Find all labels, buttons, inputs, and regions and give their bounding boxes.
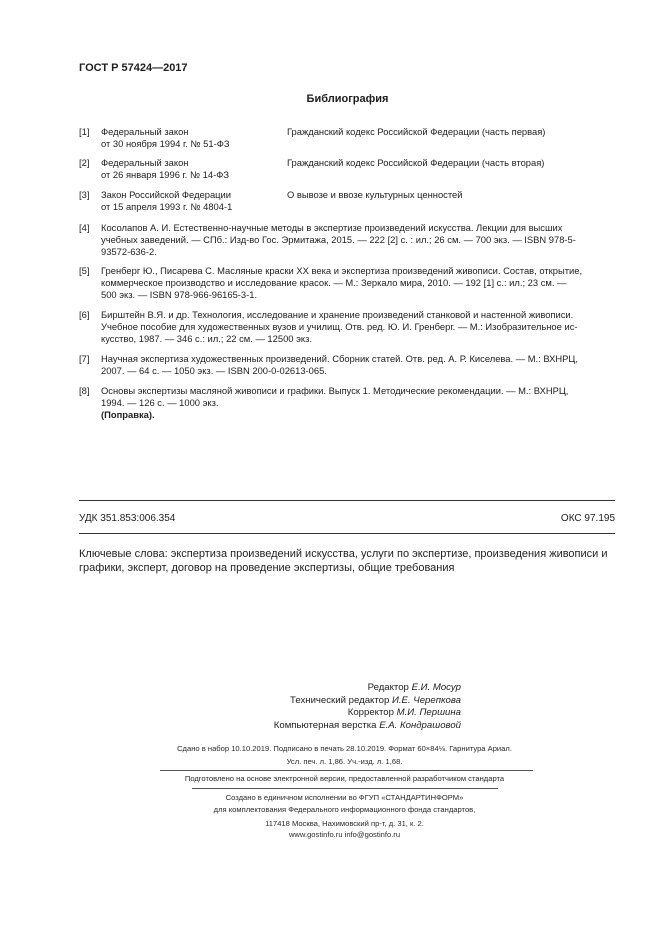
law-title: Гражданский кодекс Российской Федерации (часть первая) — [287, 126, 546, 137]
ref-number: [6] — [79, 309, 90, 320]
imprint-line: Создано в единичном исполнении во ФГУП «СТАНДАРТИНФОРМ» — [225, 793, 464, 802]
law-date: от 15 апреля 1993 г. № 4804-1 — [101, 201, 233, 212]
imprint-line: для комплектования Федерального информационного фонда стандартов, — [213, 805, 476, 814]
work-line: Основы экспертизы масляной живописи и графики. Выпуск 1. Методические рекомендации. — М.: ВХНРЦ, — [101, 385, 569, 396]
work-line: Учебное пособие для художественных вузов и училищ. Отв. ред. Ю. И. Гренберг. — М.: Изобразительное ис- — [101, 321, 578, 332]
correction-note: (Поправка). — [101, 409, 155, 420]
ref-number: [5] — [79, 265, 90, 276]
ref-number: [8] — [79, 385, 90, 396]
law-type: Федеральный закон — [101, 126, 189, 137]
work-line: Научная экспертиза художественных произведений. Сборник статей. Отв. ред. А. Р. Киселева. — М.: ВХНРЦ, — [101, 353, 578, 364]
divider — [79, 533, 615, 534]
imprint-contacts: www.gostinfo.ru info@gostinfo.ru — [288, 830, 401, 839]
ref-number: [2] — [79, 157, 90, 168]
law-title: Гражданский кодекс Российской Федерации (часть вторая) — [287, 157, 545, 168]
law-type: Закон Российской Федерации — [101, 189, 232, 200]
credit-editor: Редактор Е.И. Мосур — [367, 682, 461, 693]
work-line: 93572-636-2. — [101, 246, 157, 257]
law-date: от 30 ноября 1994 г. № 51-ФЗ — [101, 138, 230, 149]
work-line: Гренберг Ю., Писарева С. Масляные краски XX века и экспертиза произведений живописи. Состав, открытие, — [101, 265, 583, 276]
ref-number: [1] — [79, 126, 90, 137]
imprint-address: 117418 Москва, Нахимовский пр-т, д. 31, к. 2. — [265, 819, 424, 828]
oks-code: ОКС 97.195 — [560, 513, 615, 524]
work-line: Бирштейн В.Я. и др. Технология, исследование и хранение произведений станковой и настенной живописи. — [101, 309, 574, 320]
law-title: О вывозе и ввозе культурных ценностей — [287, 189, 463, 200]
work-line: 500 экз. — ISBN 978-966-96165-3-1. — [101, 289, 258, 300]
divider — [160, 770, 533, 771]
bibliography-title: Библиография — [306, 93, 389, 105]
work-line: учебных заведений. — СПб.: Изд-во Гос. Эрмитажа, 2015. — 222 [2] с. : ил.; 26 см. — 700 экз. — ISBN 978-5- — [101, 234, 576, 245]
ref-number: [3] — [79, 189, 90, 200]
work-line: коммерческое производство и исследование красок. — М.: Зеркало мира, 2010. — 192 [1] с.: ил.; 23 см. — — [101, 277, 567, 288]
work-line: кусство, 1987. — 346 с.: ил.; 22 см. — 12500 экз. — [101, 333, 312, 344]
udk-code: УДК 351.853:006.354 — [79, 513, 176, 524]
ref-number: [4] — [79, 222, 90, 233]
credits-block — [200, 682, 461, 732]
imprint-line: Сдано в набор 10.10.2019. Подписано в печать 28.10.2019. Формат 60×84⅛. Гарнитура Ариал. — [177, 744, 512, 753]
credit-proofreader: Корректор М.И. Першина — [347, 707, 461, 719]
divider — [79, 500, 615, 501]
law-type: Федеральный закон — [101, 157, 189, 168]
keywords: Ключевые слова: экспертиза произведений искусства, услуги по экспертизе, произведения живописи и графики, эксперт, договор на проведение экспертизы, общие требования — [79, 548, 608, 575]
ref-number: [7] — [79, 353, 90, 364]
work-line: 1994. — 126 с. — 1000 экз. — [101, 397, 219, 408]
standard-number: ГОСТ Р 57424—2017 — [79, 62, 188, 74]
law-date: от 26 января 1996 г. № 14-ФЗ — [101, 169, 230, 180]
imprint-line: Усл. печ. л. 1,86. Уч.-изд. л. 1,68. — [286, 757, 403, 766]
work-line: Косолапов А. И. Естественно-научные методы в экспертизе произведений искусства. Лекции для высших — [101, 222, 563, 233]
divider — [192, 788, 498, 789]
credit-layout: Компьютерная верстка Е.А. Кондрашовой — [273, 719, 461, 731]
imprint-line: Подготовлено на основе электронной версии, предоставленной разработчиком стандарта — [184, 774, 505, 783]
work-line: 2007. — 64 с. — 1050 экз. — ISBN 200-0-02613-065. — [101, 365, 327, 376]
credit-tech-editor: Технический редактор И.Е. Черепкова — [290, 694, 461, 706]
